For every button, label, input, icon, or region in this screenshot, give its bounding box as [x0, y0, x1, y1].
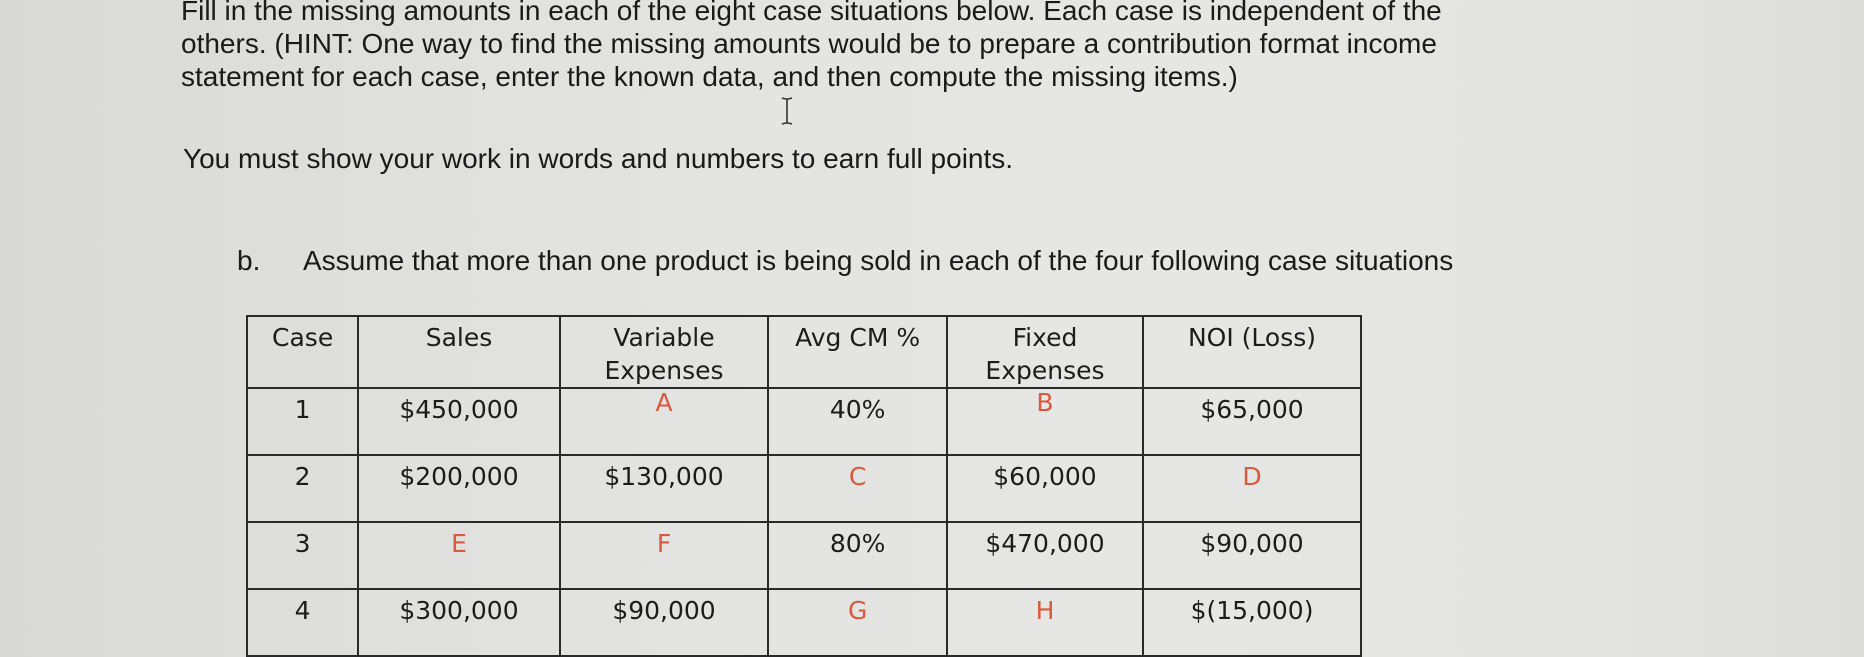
cell-noi: $90,000	[1143, 522, 1361, 589]
header-fixed-expenses	[947, 316, 1143, 388]
cell-variable-expenses: F	[560, 522, 769, 589]
cell-variable-expenses: $130,000	[560, 455, 769, 522]
header-variable-line2: Expenses	[604, 356, 724, 385]
case-table	[246, 315, 1362, 657]
table-row	[247, 388, 1361, 455]
cell-case: 1	[247, 388, 358, 455]
cell-avg-cm: G	[768, 589, 947, 656]
header-variable-expenses	[560, 316, 769, 388]
header-variable-line1: Variable	[613, 323, 715, 352]
header-noi: NOI (Loss)	[1143, 316, 1361, 388]
work-note: You must show your work in words and numbers to earn full points.	[183, 143, 1014, 174]
cell-noi: D	[1143, 455, 1361, 522]
cell-fixed-expenses: H	[947, 589, 1143, 656]
table-row	[247, 522, 1361, 589]
part-b-heading	[237, 244, 1453, 277]
cell-avg-cm: 80%	[768, 522, 947, 589]
header-case: Case	[247, 316, 358, 388]
cell-sales: $200,000	[358, 455, 559, 522]
cell-sales: $300,000	[358, 589, 559, 656]
cell-case: 2	[247, 455, 358, 522]
instructions-line-2: others. (HINT: One way to find the missing amounts would be to prepare a contribution format income	[181, 28, 1437, 59]
instructions-line-3: statement for each case, enter the known data, and then compute the missing items.)	[181, 61, 1238, 92]
part-letter: b.	[237, 245, 261, 276]
part-text: Assume that more than one product is being sold in each of the four following case situations	[303, 245, 1454, 276]
cell-avg-cm: C	[768, 455, 947, 522]
cell-sales: E	[358, 522, 559, 589]
instructions	[181, 0, 1581, 93]
header-fixed-line1: Fixed	[1012, 323, 1078, 352]
cell-case: 4	[247, 589, 358, 656]
cell-noi: $65,000	[1143, 388, 1361, 455]
table-header-row	[247, 316, 1361, 388]
header-fixed-line2: Expenses	[985, 356, 1105, 385]
cell-variable-expenses: A	[560, 388, 769, 455]
cell-fixed-expenses: $470,000	[947, 522, 1143, 589]
header-sales: Sales	[358, 316, 559, 388]
table-row	[247, 589, 1361, 656]
instructions-line-1: Fill in the missing amounts in each of the eight case situations below. Each case is independent of the	[181, 0, 1442, 26]
cell-fixed-expenses: B	[947, 388, 1143, 455]
cell-case: 3	[247, 522, 358, 589]
cell-variable-expenses: $90,000	[560, 589, 769, 656]
cell-sales: $450,000	[358, 388, 559, 455]
header-avg-cm: Avg CM %	[768, 316, 947, 388]
cell-avg-cm: 40%	[768, 388, 947, 455]
table-row	[247, 455, 1361, 522]
cell-noi: $(15,000)	[1143, 589, 1361, 656]
cell-fixed-expenses: $60,000	[947, 455, 1143, 522]
text-cursor-icon	[780, 96, 794, 126]
